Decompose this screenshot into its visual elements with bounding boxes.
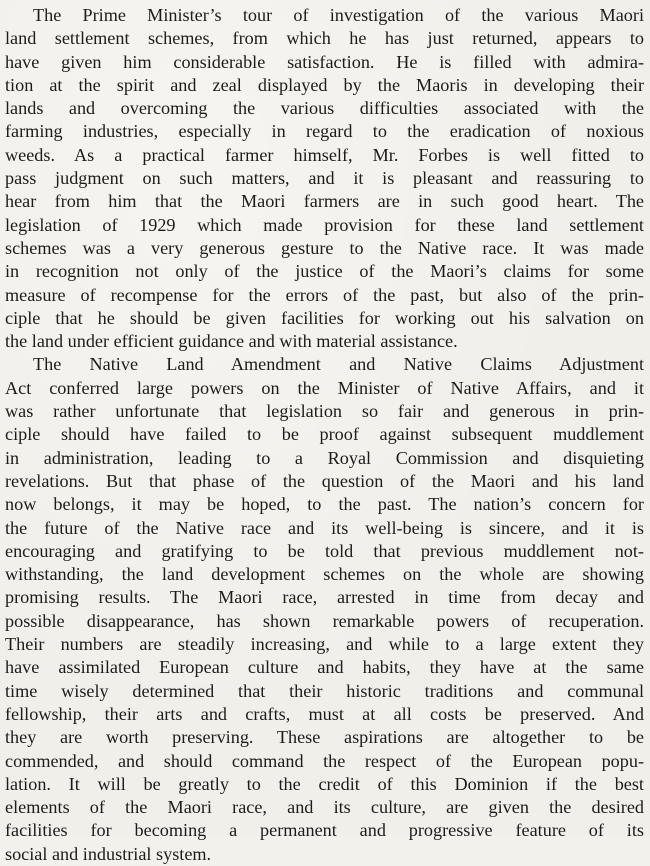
text-line: now belongs, it may be hoped, to the past. The nation’s concern for: [5, 494, 644, 515]
text-line: the future of the Native race and its well-being is sincere, and it is: [5, 517, 644, 538]
text-line: ciple that he should be given facilities for working out his salvation on: [5, 307, 644, 328]
text-line: lation. It will be greatly to the credit of this Dominion if the best: [5, 773, 644, 794]
text-line: have assimilated European culture and habits, they have at the same: [5, 657, 644, 678]
text-line: encouraging and gratifying to be told that previous muddlement not-: [5, 540, 644, 561]
text-line: farming industries, especially in regard to the eradication of noxious: [5, 121, 644, 142]
text-line: social and industrial system.: [5, 843, 212, 864]
text-line: The Native Land Amendment and Native Claims Adjustment: [33, 354, 644, 375]
text-line: fellowship, their arts and crafts, must at all costs be preserved. And: [5, 703, 644, 724]
text-line: they are worth preserving. These aspirations are altogether to be: [5, 727, 644, 748]
text-line: Their numbers are steadily increasing, and while to a large extent they: [5, 634, 644, 655]
text-line: legislation of 1929 which made provision for these land settlement: [5, 214, 644, 235]
paragraph-2: [5, 353, 644, 866]
text-line: was rather unfortunate that legislation so fair and generous in prin-: [5, 401, 644, 422]
text-line: possible disappearance, has shown remarkable powers of recuperation.: [5, 610, 644, 631]
text-line: commended, and should command the respect of the European popu-: [5, 750, 644, 771]
text-line: Act conferred large powers on the Minister of Native Affairs, and it: [5, 377, 644, 398]
text-line: in recognition not only of the justice of the Maori’s claims for some: [5, 261, 644, 282]
text-line: weeds. As a practical farmer himself, Mr. Forbes is well fitted to: [5, 144, 644, 165]
text-line: land settlement schemes, from which he has just returned, appears to: [5, 28, 644, 49]
text-line: elements of the Maori race, and its culture, are given the desired: [5, 797, 644, 818]
text-line: pass judgment on such matters, and it is pleasant and reassuring to: [5, 168, 644, 189]
text-line: ciple should have failed to be proof against subsequent muddlement: [5, 424, 644, 445]
paragraph-1: [5, 4, 644, 353]
text-line: promising results. The Maori race, arrested in time from decay and: [5, 587, 644, 608]
text-line: tion at the spirit and zeal displayed by the Maoris in developing their: [5, 74, 644, 95]
text-line: revelations. But that phase of the question of the Maori and his land: [5, 470, 644, 491]
text-line: lands and overcoming the various difficulties associated with the: [5, 98, 644, 119]
text-line: measure of recompense for the errors of the past, but also of the prin-: [5, 284, 644, 305]
text-line: withstanding, the land development schemes on the whole are showing: [5, 564, 644, 585]
text-line: time wisely determined that their historic traditions and communal: [5, 680, 644, 701]
editorial-article: [5, 4, 644, 866]
text-line: in administration, leading to a Royal Commission and disquieting: [5, 447, 644, 468]
text-line: The Prime Minister’s tour of investigation of the various Maori: [33, 5, 644, 25]
text-line: the land under efficient guidance and with material assistance.: [5, 331, 458, 352]
text-line: schemes was a very generous gesture to the Native race. It was made: [5, 237, 644, 258]
text-line: facilities for becoming a permanent and progressive feature of its: [5, 820, 644, 841]
text-line: have given him considerable satisfaction. He is filled with admira-: [5, 51, 644, 72]
text-line: hear from him that the Maori farmers are in such good heart. The: [5, 191, 644, 212]
